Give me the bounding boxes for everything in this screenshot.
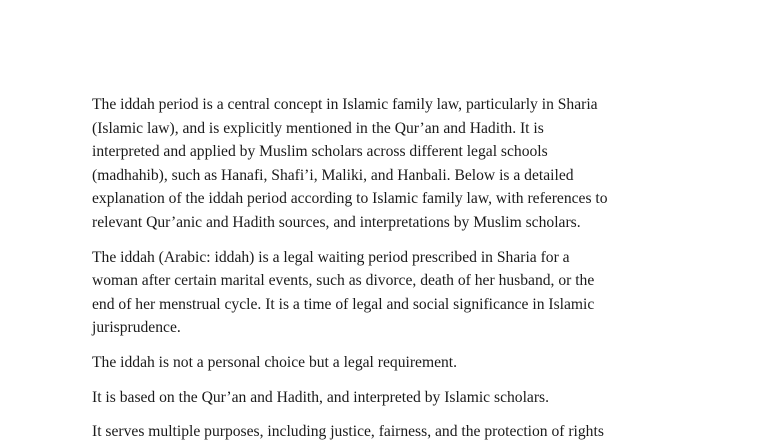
- paragraph-intro: The iddah period is a central concept in Islamic family law, particularly in Sharia (Islamic law), and is explicitly mentioned in the Qur’an and Hadith. It is interpreted and applied by Muslim scholars across different legal schools (madhahib), such as Hanafi, Shafi’i, Maliki, and Hanbali. Below is a detailed explanation of the iddah period according to Islamic family law, with references to relevant Qur’anic and Hadith sources, and interpretations by Muslim scholars.: [92, 96, 608, 231]
- paragraph-definition: The iddah (Arabic: iddah) is a legal waiting period prescribed in Sharia for a woman after certain marital events, such as divorce, death of her husband, or the end of her menstrual cycle. It is a time of legal and social significance in Islamic jurisprudence.: [92, 248, 595, 337]
- paragraph-legal-requirement: The iddah is not a personal choice but a legal requirement.: [92, 353, 458, 371]
- paragraph-sources: It is based on the Qur’an and Hadith, and interpreted by Islamic scholars.: [92, 388, 549, 406]
- document-body: [92, 93, 692, 441]
- paragraph-purposes: It serves multiple purposes, including justice, fairness, and the protection of rights: [92, 423, 604, 441]
